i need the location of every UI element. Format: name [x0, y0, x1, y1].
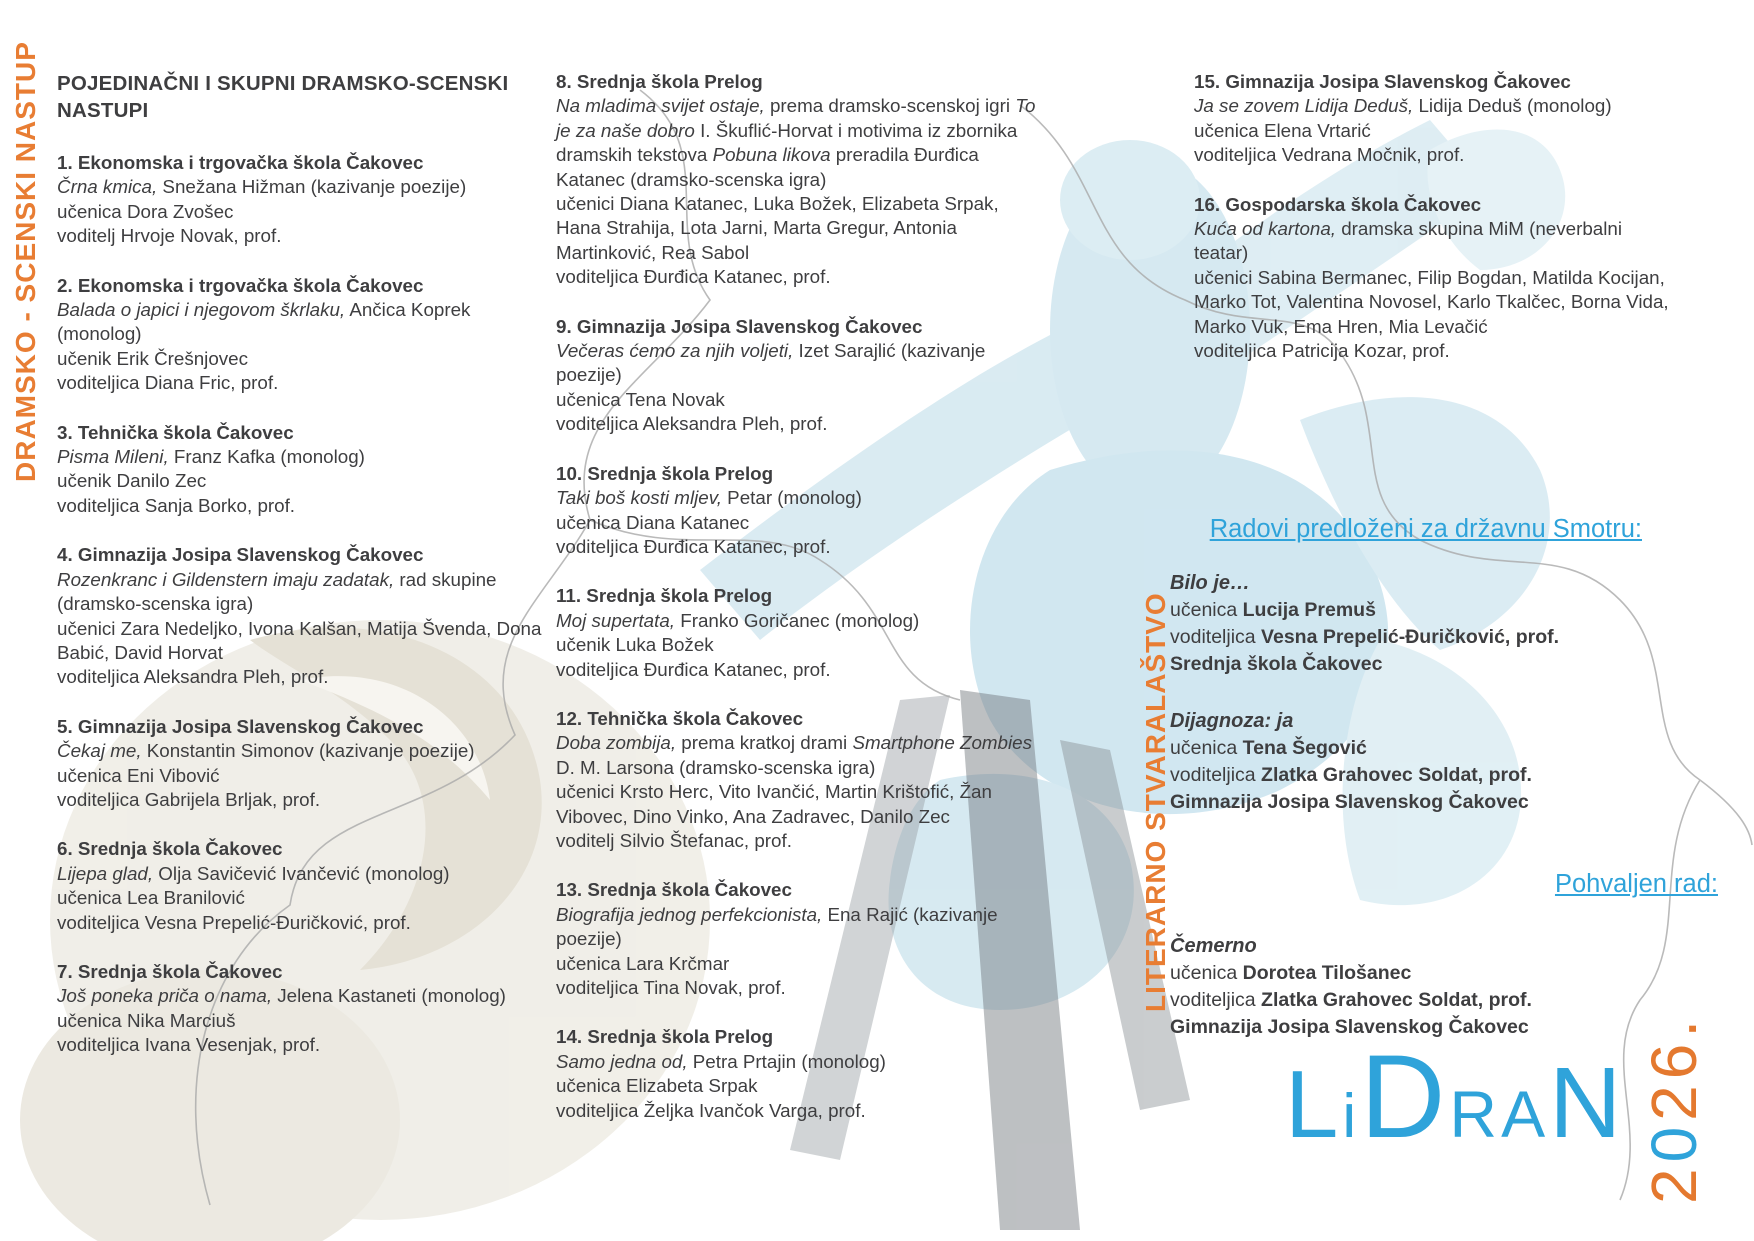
section-heading: POJEDINAČNI I SKUPNI DRAMSKO-SCENSKI NASTUPI: [57, 72, 509, 122]
literary-work: [1170, 570, 1710, 678]
year-digit: 2: [1638, 1079, 1710, 1121]
entry-number: 13.: [556, 879, 588, 901]
entry-school: [1194, 193, 1676, 217]
entry-title-italic: Balada o japici i njegovom škrlaku,: [57, 299, 346, 321]
entry-title-text: preradila Đurđica Katanec (dramsko-scenska igra): [556, 144, 979, 190]
student-name: Lucija Premuš: [1242, 599, 1376, 621]
entry-title: [57, 984, 551, 1008]
entry-school: [1194, 70, 1676, 94]
entry-school: [556, 70, 1048, 94]
entry-title-italic: Smartphone Zombies: [852, 732, 1033, 754]
entry-title-italic: Biografija jednog perfekcionista,: [556, 903, 823, 925]
entry-title-text: Petar (monolog): [721, 487, 862, 509]
entry-title-text: dramska skupina MiM (neverbalni teatar): [1194, 218, 1623, 264]
mentor-prefix: voditeljica: [1170, 626, 1262, 648]
performance-entry: [57, 151, 551, 249]
entry-line: voditeljica Patricija Kozar, prof.: [1194, 340, 1450, 362]
wordmark-letter: R: [1449, 1077, 1502, 1151]
work-student-line: [1170, 597, 1710, 624]
entry-title-italic: Još poneka priča o nama,: [57, 985, 273, 1007]
entry-title-italic: Kuća od kartona,: [1194, 218, 1336, 240]
performance-entry: [556, 878, 1048, 1000]
entry-title-italic: Moj supertata,: [556, 609, 676, 631]
entry-school: [556, 315, 1048, 339]
performance-entry: [57, 543, 551, 689]
entry-number: 11.: [556, 585, 587, 607]
entry-title-text: D. M. Larsona (dramsko-scenska igra): [556, 756, 876, 778]
entry-title: [57, 445, 551, 469]
performance-entry: [1194, 193, 1676, 364]
entry-list-1: [57, 151, 551, 1058]
entry-line: voditeljica Ivana Vesenjak, prof.: [57, 1034, 321, 1056]
column-1: [57, 70, 551, 1083]
entry-line: učenici Diana Katanec, Luka Božek, Elizabeta Srpak, Hana Strahija, Lota Jarni, Marta Gregur, Antonia Martinković, Rea Sabol: [556, 193, 999, 263]
entry-school-name: Gimnazija Josipa Slavenskog Čakovec: [576, 315, 923, 337]
entry-number: 4.: [57, 544, 78, 566]
entry-title-text: Jelena Kastaneti (monolog): [272, 985, 506, 1007]
entry-title-text: prema dramsko-scenskoj igri: [764, 95, 1016, 117]
work-student-line: [1170, 735, 1710, 762]
entry-number: 12.: [556, 707, 588, 729]
entry-title: [57, 739, 551, 763]
entry-title-text: Ančica Koprek (monolog): [57, 299, 471, 345]
work-mentor-line: [1170, 987, 1710, 1014]
performance-entry: [556, 584, 1048, 682]
entry-title: [556, 903, 1048, 952]
entry-line: učenica Eni Vibović: [57, 764, 220, 786]
entry-title-italic: Lijepa glad,: [57, 862, 154, 884]
student-name: Tena Šegović: [1242, 737, 1367, 759]
entry-line: učenica Elena Vrtarić: [1194, 119, 1371, 141]
performance-entry: [556, 462, 1048, 560]
entry-title: [57, 862, 551, 886]
mentor-name: Zlatka Grahovec Soldat, prof.: [1261, 989, 1532, 1011]
work-school: Gimnazija Josipa Slavenskog Čakovec: [1170, 1016, 1529, 1038]
student-name: Dorotea Tilošanec: [1242, 962, 1412, 984]
entry-number: 6.: [57, 838, 78, 860]
entry-title-italic: To je za naše dobro: [556, 95, 1036, 141]
entry-title-italic: Ja se zovem Lidija Deduš,: [1194, 95, 1414, 117]
entry-school: [57, 151, 551, 175]
work-student-line: [1170, 960, 1710, 987]
wordmark-letter: L: [1285, 1051, 1343, 1158]
entry-line: učenici Sabina Bermanec, Filip Bogdan, Matilda Kocijan, Marko Tot, Valentina Novosel, Karlo Tkalčec, Borna Vida, Marko Vuk, Ema Hren, Mia Levačić: [1194, 266, 1669, 337]
work-mentor-line: [1170, 762, 1710, 789]
entry-line: voditeljica Đurđica Katanec, prof.: [556, 535, 831, 557]
entry-school-name: Srednja škola Prelog: [576, 71, 763, 92]
literary-work: [1170, 708, 1710, 816]
entry-title-text: Konstantin Simonov (kazivanje poezije): [141, 740, 475, 762]
performance-entry: [57, 715, 551, 813]
entry-title-italic: Pisma Mileni,: [57, 446, 169, 468]
entry-school-name: Ekonomska i trgovačka škola Čakovec: [77, 274, 424, 296]
entry-line: voditeljica Vesna Prepelić-Đuričković, prof.: [57, 911, 411, 933]
work-mentor-line: [1170, 624, 1710, 651]
entry-title-italic: Doba zombija,: [556, 732, 677, 754]
entry-line: učenica Diana Katanec: [556, 511, 750, 533]
entry-title-italic: Taki boš kosti mljev,: [556, 487, 722, 509]
performance-entry: [1194, 70, 1676, 168]
work-school: Gimnazija Josipa Slavenskog Čakovec: [1170, 791, 1529, 813]
entry-line: učenik Luka Božek: [556, 634, 714, 656]
entry-title-italic: Na mladima svijet ostaje,: [556, 95, 765, 117]
entry-title: [556, 94, 1048, 192]
entry-school: [556, 1025, 1048, 1049]
entry-list-3: [1194, 70, 1676, 363]
entry-title: [1194, 94, 1676, 118]
entry-title: [57, 175, 551, 199]
work-title: Dijagnoza: ja: [1170, 710, 1294, 732]
student-prefix: učenica: [1170, 599, 1243, 621]
work-title: Bilo je…: [1170, 572, 1251, 594]
performance-entry: [556, 315, 1048, 437]
state-smotra-heading-link[interactable]: Radovi predloženi za državnu Smotru:: [1209, 515, 1642, 543]
entry-title-text: Izet Sarajlić (kazivanje poezije): [556, 340, 986, 386]
entry-line: voditeljica Željka Ivančok Varga, prof.: [556, 1099, 866, 1121]
entry-number: 3.: [57, 421, 78, 443]
entry-title-italic: Pobuna likova: [712, 144, 831, 166]
entry-line: voditeljica Vedrana Močnik, prof.: [1194, 144, 1465, 166]
entry-title: [556, 1050, 1048, 1074]
entry-title: [556, 731, 1048, 780]
performance-entry: [556, 70, 1048, 290]
entry-line: voditeljica Đurđica Katanec, prof.: [556, 658, 831, 680]
entry-title: [57, 568, 551, 617]
entry-line: učenica Nika Marciuš: [57, 1009, 236, 1031]
entry-title-text: Ena Rajić (kazivanje poezije): [556, 903, 998, 950]
entry-line: voditeljica Aleksandra Pleh, prof.: [556, 413, 828, 435]
entry-title-text: I. Škuflić-Horvat i motivima iz zbornika dramskih tekstova: [556, 119, 1018, 166]
entry-school-name: Gimnazija Josipa Slavenskog Čakovec: [77, 715, 424, 737]
entry-title-italic: Večeras ćemo za njih voljeti,: [556, 340, 794, 362]
entry-line: učenik Erik Črešnjovec: [57, 347, 249, 369]
performance-entry: [57, 274, 551, 396]
performance-entry: [556, 1025, 1048, 1123]
entry-title: [556, 486, 1048, 510]
commended-heading-link[interactable]: Pohvaljen rad:: [1554, 870, 1718, 898]
wordmark-letter: i: [1342, 1082, 1361, 1151]
entry-list-2: [556, 70, 1048, 1123]
entry-line: voditeljica Diana Fric, prof.: [57, 372, 279, 394]
entry-title-text: Snežana Hižman (kazivanje poezije): [157, 176, 467, 198]
performance-entry: [57, 421, 551, 519]
entry-number: 1.: [57, 152, 78, 173]
entry-title-italic: Čekaj me,: [57, 740, 142, 762]
entry-school-name: Gimnazija Josipa Slavenskog Čakovec: [77, 544, 424, 566]
performance-entry: [556, 707, 1048, 853]
entry-school-name: Tehnička škola Čakovec: [77, 421, 294, 443]
literary-work: [1170, 933, 1710, 1041]
entry-number: 7.: [57, 960, 78, 982]
lidrano-year-2026: [1638, 1013, 1710, 1204]
column-2: [556, 70, 1048, 1148]
entry-line: voditeljica Sanja Borko, prof.: [57, 494, 296, 516]
entry-line: učenica Tena Novak: [556, 388, 725, 410]
entry-school: [556, 462, 1048, 486]
entry-school-name: Srednja škola Čakovec: [77, 960, 283, 982]
entry-title: [556, 339, 1048, 388]
entry-school: [57, 543, 551, 567]
entry-line: učenica Dora Zvošec: [57, 200, 234, 222]
year-digit: 6: [1638, 1037, 1710, 1080]
entry-line: učenica Elizabeta Srpak: [556, 1075, 758, 1097]
performance-entry: [57, 960, 551, 1058]
entry-line: voditeljica Tina Novak, prof.: [556, 977, 786, 998]
entry-title-text: Lidija Deduš (monolog): [1413, 95, 1612, 117]
entry-school-name: Ekonomska i trgovačka škola Čakovec: [77, 152, 424, 173]
entry-school-name: Tehnička škola Čakovec: [587, 707, 804, 729]
student-prefix: učenica: [1170, 962, 1243, 984]
banner-dramsko-scenski: DRAMSKO - SCENSKI NASTUP: [10, 41, 41, 482]
entry-title: [556, 609, 1048, 633]
column-3: [1194, 70, 1676, 388]
performance-entry: [57, 837, 551, 935]
entry-line: voditelj Silvio Štefanac, prof.: [556, 829, 792, 851]
year-digit: 0: [1638, 1120, 1710, 1163]
entry-number: 16.: [1194, 193, 1226, 215]
entry-title: [57, 298, 551, 347]
mentor-name: Zlatka Grahovec Soldat, prof.: [1261, 764, 1532, 786]
entry-school-name: Srednja škola Čakovec: [77, 838, 283, 860]
entry-title-italic: Samo jedna od,: [556, 1050, 688, 1072]
entry-school: [57, 960, 551, 984]
entry-title-text: prema kratkoj drami: [676, 732, 853, 754]
wordmark-letter: A: [1501, 1077, 1550, 1151]
entry-school: [57, 421, 551, 445]
work-title: Čemerno: [1170, 935, 1257, 957]
entry-line: voditeljica Aleksandra Pleh, prof.: [57, 666, 329, 688]
entry-school: [57, 274, 551, 298]
entry-number: 2.: [57, 274, 78, 296]
entry-school: [556, 584, 1048, 608]
entry-number: 14.: [556, 1026, 588, 1048]
mentor-prefix: voditeljica: [1170, 764, 1262, 786]
entry-title-text: Petra Prtajin (monolog): [687, 1050, 886, 1072]
entry-line: voditeljica Đurđica Katanec, prof.: [556, 266, 831, 288]
entry-line: učenica Lara Krčmar: [556, 952, 730, 974]
entry-line: učenica Lea Branilović: [57, 887, 245, 909]
entry-school-name: Srednja škola Prelog: [587, 1026, 774, 1048]
entry-title-italic: Rozenkranc i Gildenstern imaju zadatak,: [57, 568, 395, 590]
entry-number: 15.: [1194, 71, 1226, 92]
entry-line: voditelj Hrvoje Novak, prof.: [57, 225, 282, 247]
entry-title-text: Franko Goričanec (monolog): [675, 609, 920, 631]
entry-school-name: Gimnazija Josipa Slavenskog Čakovec: [1225, 71, 1571, 92]
wordmark-letter: D: [1360, 1031, 1450, 1163]
entry-school: [556, 707, 1048, 731]
entry-title: [1194, 217, 1676, 266]
entry-number: 9.: [556, 315, 577, 337]
entry-number: 10.: [556, 462, 588, 484]
entry-line: voditeljica Gabrijela Brljak, prof.: [57, 788, 321, 810]
student-prefix: učenica: [1170, 737, 1243, 759]
banner-literarno-stvaralastvo: LITERARNO STVARALAŠTVO: [1140, 592, 1171, 1012]
entry-school: [57, 715, 551, 739]
entry-title-italic: Črna kmica,: [57, 176, 158, 198]
wordmark-letter: N: [1549, 1047, 1626, 1159]
entry-number: 8.: [556, 71, 577, 92]
mentor-prefix: voditeljica: [1170, 989, 1262, 1011]
entry-school-name: Srednja škola Prelog: [587, 462, 774, 484]
entry-line: učenici Zara Nedeljko, Ivona Kalšan, Matija Švenda, Dona Babić, David Horvat: [57, 617, 542, 663]
lidrano-wordmark: [1285, 1031, 1626, 1163]
mentor-name: Vesna Prepelić-Đuričković, prof.: [1261, 626, 1560, 648]
entry-school: [556, 878, 1048, 902]
year-digit: .: [1638, 1013, 1710, 1038]
state-works-list: [1170, 570, 1710, 846]
entry-line: učenici Krsto Herc, Vito Ivančić, Martin Krištofić, Žan Vibovec, Dino Vinko, Ana Zadravec, Danilo Zec: [556, 781, 992, 827]
entry-line: učenik Danilo Zec: [57, 470, 207, 492]
entry-title-text: Franz Kafka (monolog): [168, 446, 365, 468]
work-school: Srednja škola Čakovec: [1170, 653, 1383, 675]
entry-title-text: rad skupine (dramsko-scenska igra): [57, 568, 497, 615]
entry-school-name: Gospodarska škola Čakovec: [1225, 193, 1482, 215]
year-digit: 2: [1638, 1162, 1710, 1204]
entry-number: 5.: [57, 715, 78, 737]
entry-title-text: Olja Savičević Ivančević (monolog): [153, 862, 450, 884]
entry-school-name: Srednja škola Čakovec: [587, 879, 792, 901]
entry-school-name: Srednja škola Prelog: [586, 585, 773, 607]
entry-school: [57, 837, 551, 861]
